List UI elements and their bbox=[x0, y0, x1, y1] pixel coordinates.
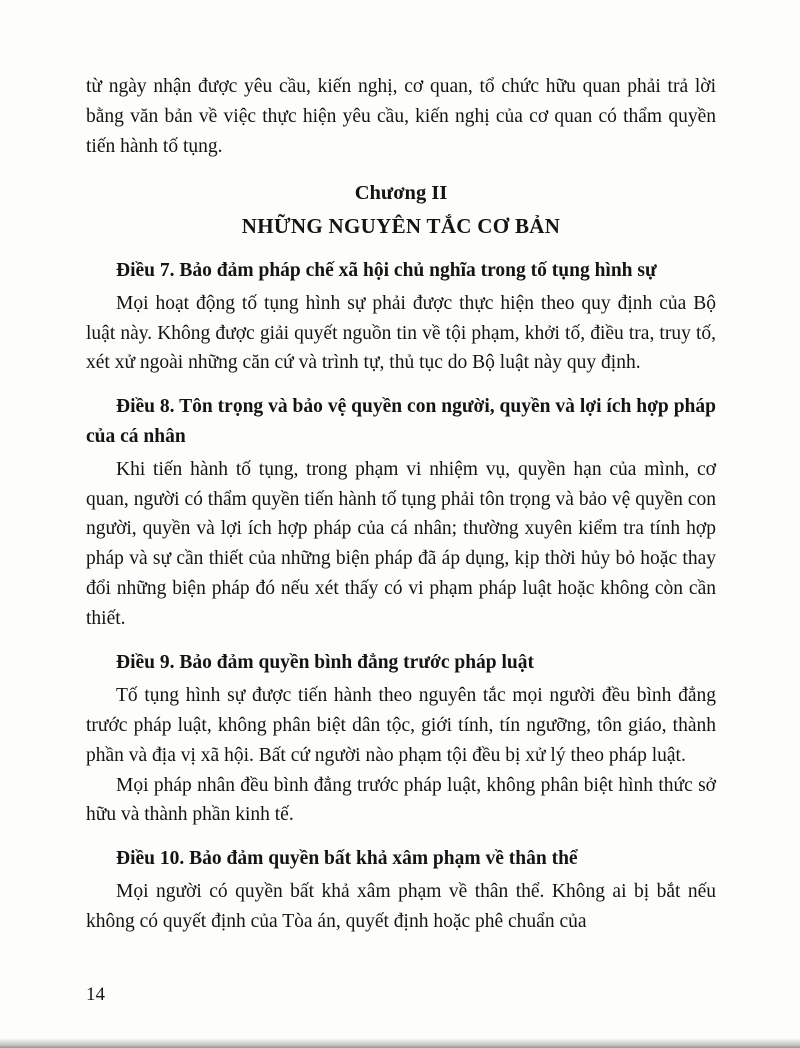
page-content bbox=[86, 72, 716, 937]
continuation-paragraph: từ ngày nhận được yêu cầu, kiến nghị, cơ quan, tổ chức hữu quan phải trả lời bằng văn bản về việc thực hiện yêu cầu, kiến nghị của cơ quan có thẩm quyền tiến hành tố tụng. bbox=[86, 76, 716, 157]
article-8-paragraph: Khi tiến hành tố tụng, trong phạm vi nhiệm vụ, quyền hạn của mình, cơ quan, người có thẩm quyền tiến hành tố tụng phải tôn trọng và bảo vệ quyền con người, quyền và lợi ích hợp pháp của cá nhân; thường xuyên kiểm tra tính hợp pháp và sự cần thiết của những biện pháp đã áp dụng, kịp thời hủy bỏ hoặc thay đổi những biện pháp đó nếu xét thấy có vi phạm pháp luật hoặc không còn cần thiết. bbox=[86, 458, 716, 629]
article-10-heading: Điều 10. Bảo đảm quyền bất khả xâm phạm về thân thể bbox=[116, 848, 578, 870]
chapter-label: Chương II bbox=[354, 182, 448, 205]
article-9-heading: Điều 9. Bảo đảm quyền bình đẳng trước pháp luật bbox=[116, 651, 535, 673]
chapter-heading bbox=[86, 179, 716, 241]
article-7-heading: Điều 7. Bảo đảm pháp chế xã hội chủ nghĩa trong tố tụng hình sự bbox=[116, 259, 657, 281]
article-8 bbox=[86, 392, 716, 633]
article-8-heading: Điều 8. Tôn trọng và bảo vệ quyền con người, quyền và lợi ích hợp pháp của cá nhân bbox=[86, 396, 716, 447]
article-10-paragraph: Mọi người có quyền bất khả xâm phạm về thân thể. Không ai bị bắt nếu không có quyết định của Tòa án, quyết định hoặc phê chuẩn của bbox=[86, 881, 716, 933]
article-9-paragraph-2: Mọi pháp nhân đều bình đẳng trước pháp luật, không phân biệt hình thức sở hữu và thành phần kinh tế. bbox=[86, 774, 716, 826]
page-number: 14 bbox=[86, 984, 105, 1005]
article-10 bbox=[86, 844, 716, 937]
article-9-paragraph-1: Tố tụng hình sự được tiến hành theo nguyên tắc mọi người đều bình đẳng trước pháp luật, không phân biệt dân tộc, giới tính, tín ngưỡng, tôn giáo, thành phần và địa vị xã hội. Bất cứ người nào phạm tội đều bị xử lý theo pháp luật. bbox=[86, 685, 716, 766]
scan-edge-shadow bbox=[0, 1038, 800, 1048]
article-7-paragraph: Mọi hoạt động tố tụng hình sự phải được thực hiện theo quy định của Bộ luật này. Không được giải quyết nguồn tin về tội phạm, khởi tố, điều tra, truy tố, xét xử ngoài những căn cứ và trình tự, thủ tục do Bộ luật này quy định. bbox=[86, 292, 716, 374]
article-9 bbox=[86, 648, 716, 830]
article-7 bbox=[86, 256, 716, 379]
chapter-title: NHỮNG NGUYÊN TẮC CƠ BẢN bbox=[241, 214, 561, 239]
